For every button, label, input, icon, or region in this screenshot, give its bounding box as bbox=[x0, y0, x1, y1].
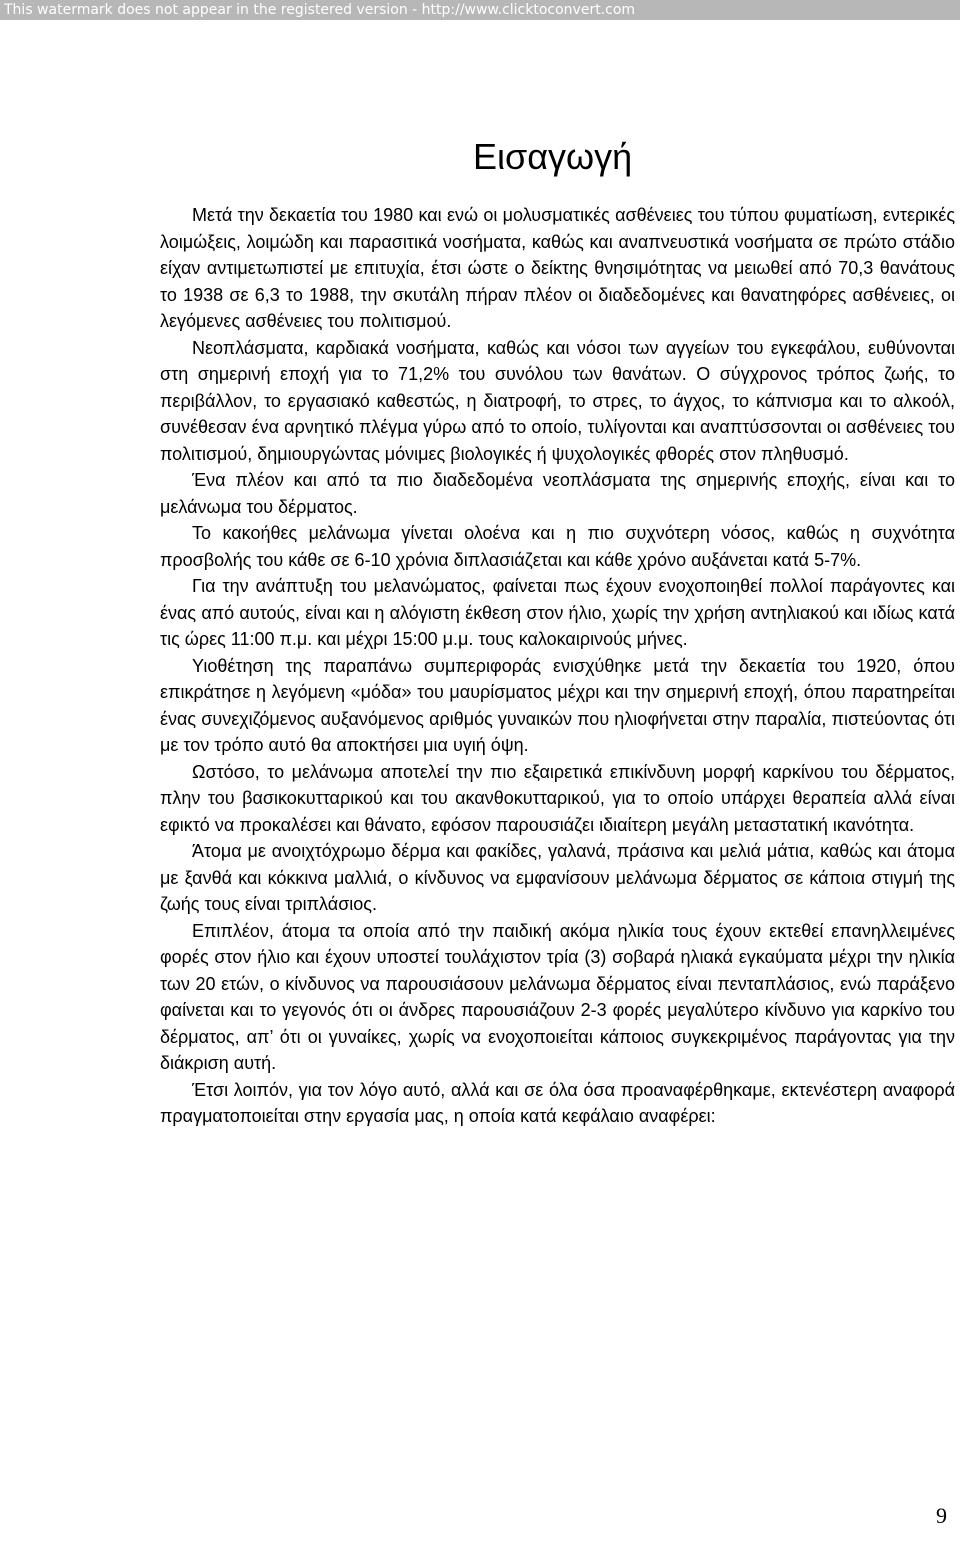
paragraph: Έτσι λοιπόν, για τον λόγο αυτό, αλλά και σε όλα όσα προαναφέρθηκαμε, εκτενέστερη αναφορά πραγματοποιείται στην εργασία μας, η οποία κατά κεφάλαιο αναφέρει: bbox=[160, 1079, 955, 1126]
page-number: 9 bbox=[936, 1503, 947, 1528]
paragraph: Άτομα με ανοιχτόχρωμο δέρμα και φακίδες, γαλανά, πράσινα και μελιά μάτια, καθώς και άτομα με ξανθά και κόκκινα μαλλιά, ο κίνδυνος να εμφανίσουν μελάνωμα δέρματος σε κάποια στιγμή της ζωής τους είναι τριπλάσιος. bbox=[160, 841, 955, 914]
body-text bbox=[160, 202, 955, 1130]
paragraph: Υιοθέτηση της παραπάνω συμπεριφοράς ενισχύθηκε μετά την δεκαετία του 1920, όπου επικράτησε η λεγόμενη «μόδα» του μαυρίσματος μέχρι και την σημερινή εποχή, όπου παρατηρείται ένας συνεχιζόμενος αυξανόμενος αριθμός γυναικών που ηλιοφήνεται στην παραλία, πιστεύοντας ότι με τον τρόπο αυτό θα αποκτήσει μια υγιή όψη. bbox=[160, 655, 955, 755]
paragraph: Ένα πλέον και από τα πιο διαδεδομένα νεοπλάσματα της σημερινής εποχής, είναι και το μελάνωμα του δέρματος. bbox=[160, 470, 955, 517]
watermark-banner: This watermark does not appear in the registered version - http://www.clicktoconvert.com bbox=[0, 0, 960, 20]
paragraph: Νεοπλάσματα, καρδιακά νοσήματα, καθώς και νόσοι των αγγείων του εγκεφάλου, ευθύνονται στη σημερινή εποχή για το 71,2% του συνόλου των θανάτων. Ο σύγχρονος τρόπος ζωής, το περιβάλλον, το εργασιακό καθεστώς, η διατροφή, το στρες, το άγχος, το κάπνισμα και το αλκοόλ, συνέθεσαν ένα αρνητικό πλέγμα γύρω από το οποίο, τυλίγονται και αναπτύσσονται οι ασθένειες του πολιτισμού, δημιουργώντας μόνιμες βιολογικές ή ψυχολογικές φθορές στον πληθυσμό. bbox=[160, 337, 955, 464]
paragraph: Ωστόσο, το μελάνωμα αποτελεί την πιο εξαιρετικά επικίνδυνη μορφή καρκίνου του δέρματος, πλην του βασικοκυτταρικού και του ακανθοκυτταρικού, για το οποίο υπάρχει θεραπεία αλλά είναι εφικτό να προκαλέσει και θάνατο, εφόσον παρουσιάζει ιδιαίτερη μεγάλη μεταστατική ικανότητα. bbox=[160, 761, 955, 835]
paragraph: Μετά την δεκαετία του 1980 και ενώ οι μολυσματικές ασθένειες του τύπου φυματίωση, εντερικές λοιμώξεις, λοιμώδη και παρασιτικά νοσήματα, καθώς και αναπνευστικά νοσήματα σε πρώτο στάδιο είχαν αντιμετωπιστεί με επιτυχία, έτσι ώστε ο δείκτης θνησιμότητας να μειωθεί από 70,3 θανάτους το 1938 σε 6,3 το 1988, την σκυτάλη πήραν πλέον οι διαδεδομένες και θανατηφόρες ασθένειες, οι λεγόμενες ασθένειες του πολιτισμού. bbox=[160, 205, 955, 331]
paragraph: Για την ανάπτυξη του μελανώματος, φαίνεται πως έχουν ενοχοποιηθεί πολλοί παράγοντες και ένας από αυτούς, είναι και η αλόγιστη έκθεση στον ήλιο, χωρίς την χρήση αντηλιακού και ιδίως κατά τις ώρες 11:00 π.μ. και μέχρι 15:00 μ.μ. τους καλοκαιρινούς μήνες. bbox=[160, 576, 955, 649]
page-title: Εισαγωγή bbox=[473, 136, 633, 177]
paragraph: Το κακοήθες μελάνωμα γίνεται ολοένα και η πιο συχνότερη νόσος, καθώς η συχνότητα προσβολής του κάθε σε 6-10 χρόνια διπλασιάζεται και κάθε χρόνο αυξάνεται κατά 5-7%. bbox=[160, 523, 955, 570]
paragraph: Επιπλέον, άτομα τα οποία από την παιδική ακόμα ηλικία τους έχουν εκτεθεί επανηλλειμένες φορές στον ήλιο και έχουν υποστεί τουλάχιστον τρία (3) σοβαρά ηλιακά εγκαύματα μέχρι την ηλικία των 20 ετών, ο κίνδυνος να παρουσιάσουν μελάνωμα δέρματος είναι πενταπλάσιος, ενώ παράξενο φαίνεται και το γεγονός ότι οι άνδρες παρουσιάζουν 2-3 φορές μεγαλύτερο κίνδυνο για καρκίνο του δέρματος, απ’ ότι οι γυναίκες, χωρίς να ενοχοποιείται κάποιος συγκεκριμένος παράγοντας για την διάκριση αυτή. bbox=[160, 920, 955, 1073]
